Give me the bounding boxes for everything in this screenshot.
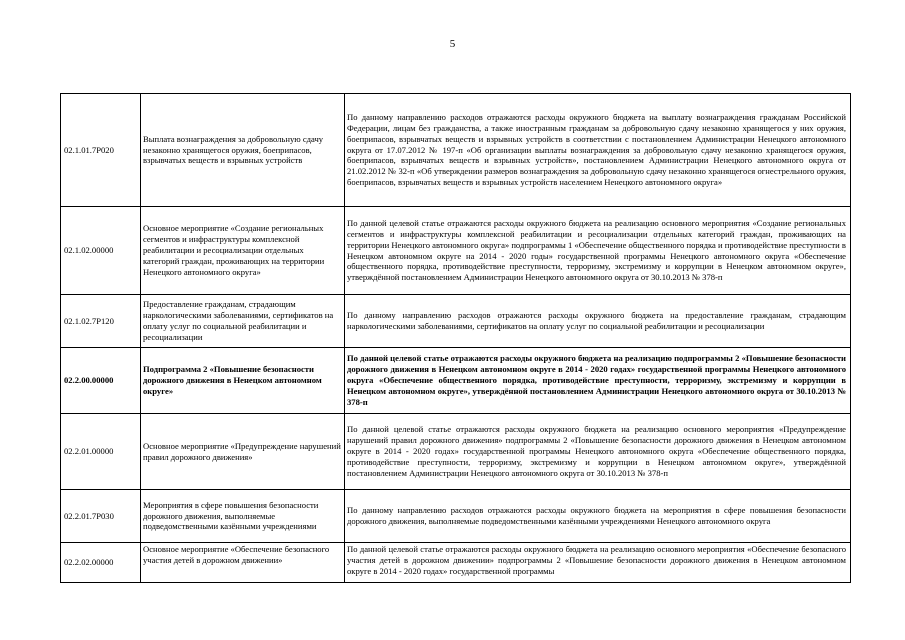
name-cell: Основное мероприятие «Обеспечение безопасного участия детей в дорожном движении» [141, 543, 345, 583]
description-cell: По данному направлению расходов отражаются расходы окружного бюджета на мероприятия в сфере повышения безопасности дорожного движения, выполняемые подведомственными казёнными учреждениями Ненецкого автономного округа [345, 490, 851, 543]
code-cell: 02.2.00.00000 [61, 348, 141, 414]
code-cell: 02.1.01.7Р020 [61, 94, 141, 207]
description-cell: По данной целевой статье отражаются расходы окружного бюджета на реализацию основного мероприятия «Создание региональных сегментов и инфраструктуры комплексной реабилитации и ресоциализации отдельных категорий граждан, проживающих на территории Ненецкого автономного округа» подпрограммы 1 «Обеспечение общественного порядка и противодействие преступности в Ненецком автономном округе на 2014 - 2020 годы» государственной программы Ненецкого автономного округа «Обеспечение общественного порядка, противодействие преступности, терроризму, экстремизму и коррупции в Ненецком автономном округе», утверждённой постановлением Администрации Ненецкого автономного округа от 30.10.2013 № 378-п [345, 207, 851, 295]
name-cell: Подпрограмма 2 «Повышение безопасности дорожного движения в Ненецком автономном округе» [141, 348, 345, 414]
table-row [61, 295, 851, 348]
table-row [61, 543, 851, 583]
description-cell: По данному направлению расходов отражаются расходы окружного бюджета на предоставление гражданам, страдающим наркологическими заболеваниями, сертификатов на оплату услуг по социальной реабилитации и ресоциализации [345, 295, 851, 348]
code-cell: 02.1.02.00000 [61, 207, 141, 295]
table-row [61, 207, 851, 295]
table-row [61, 490, 851, 543]
description-cell: По данному направлению расходов отражаются расходы окружного бюджета на выплату вознаграждения гражданам Российской Федерации, лицам без гражданства, а также иностранным гражданам за добровольную сдачу незаконно хранящегося у них оружия, боеприпасов, взрывчатых веществ и взрывных устройств в соответствии с постановлением Администрации Ненецкого автономного округа от 17.07.2012 № 197-п «Об организации выплаты вознаграждения за добровольную сдачу незаконно хранящегося оружия, боеприпасов, взрывчатых веществ и взрывных устройств», постановлением Администрации Ненецкого автономного округа от 21.02.2012 № 32-п «Об утверждении размеров вознаграждения за добровольную сдачу незаконно хранящегося огнестрельного оружия, боеприпасов, взрывчатых веществ и взрывных устройств населением Ненецкого автономного округа» [345, 94, 851, 207]
table-row [61, 348, 851, 414]
page-number: 5 [449, 38, 456, 50]
name-cell: Основное мероприятие «Создание региональных сегментов и инфраструктуры комплексной реабилитации и ресоциализации отдельных категорий граждан, проживающих на территории Ненецкого автономного округа» [141, 207, 345, 295]
name-cell: Предоставление гражданам, страдающим наркологическими заболеваниями, сертификатов на оплату услуг по социальной реабилитации и ресоциализации [141, 295, 345, 348]
name-cell: Выплата вознаграждения за добровольную сдачу незаконно хранящегося оружия, боеприпасов, взрывчатых веществ и взрывных устройств [141, 94, 345, 207]
description-cell: По данной целевой статье отражаются расходы окружного бюджета на реализацию основного мероприятия «Обеспечение безопасного участия детей в дорожном движении» подпрограммы 2 «Повышение безопасности дорожного движения в Ненецком автономном округе в 2014 - 2020 годах» государственной программы [345, 543, 851, 583]
name-cell: Мероприятия в сфере повышения безопасности дорожного движения, выполняемые подведомственными казёнными учреждениями [141, 490, 345, 543]
budget-classification-table [60, 93, 851, 583]
table-row [61, 94, 851, 207]
description-cell: По данной целевой статье отражаются расходы окружного бюджета на реализацию основного мероприятия «Предупреждение нарушений правил дорожного движения» подпрограммы 2 «Повышение безопасности дорожного движения в Ненецком автономном округе в 2014 - 2020 годах» государственной программы Ненецкого автономного округа «Обеспечение общественного порядка, противодействие преступности, терроризму, экстремизму и коррупции в Ненецком автономном округе», утверждённой постановлением Администрации Ненецкого автономного округа от 30.10.2013 № 378-п [345, 414, 851, 490]
name-cell: Основное мероприятие «Предупреждение нарушений правил дорожного движения» [141, 414, 345, 490]
code-cell: 02.2.02.00000 [61, 543, 141, 583]
table-row [61, 414, 851, 490]
code-cell: 02.2.01.00000 [61, 414, 141, 490]
description-cell: По данной целевой статье отражаются расходы окружного бюджета на реализацию подпрограммы 2 «Повышение безопасности дорожного движения в Ненецком автономном округе в 2014 - 2020 годах» государственной программы Ненецкого автономного округа «Обеспечение общественного порядка, противодействие преступности, терроризму, экстремизму и коррупции в Ненецком автономном округе», утверждённой постановлением Администрации Ненецкого автономного округа от 30.10.2013 № 378-п [345, 348, 851, 414]
code-cell: 02.1.02.7Р120 [61, 295, 141, 348]
code-cell: 02.2.01.7Р030 [61, 490, 141, 543]
